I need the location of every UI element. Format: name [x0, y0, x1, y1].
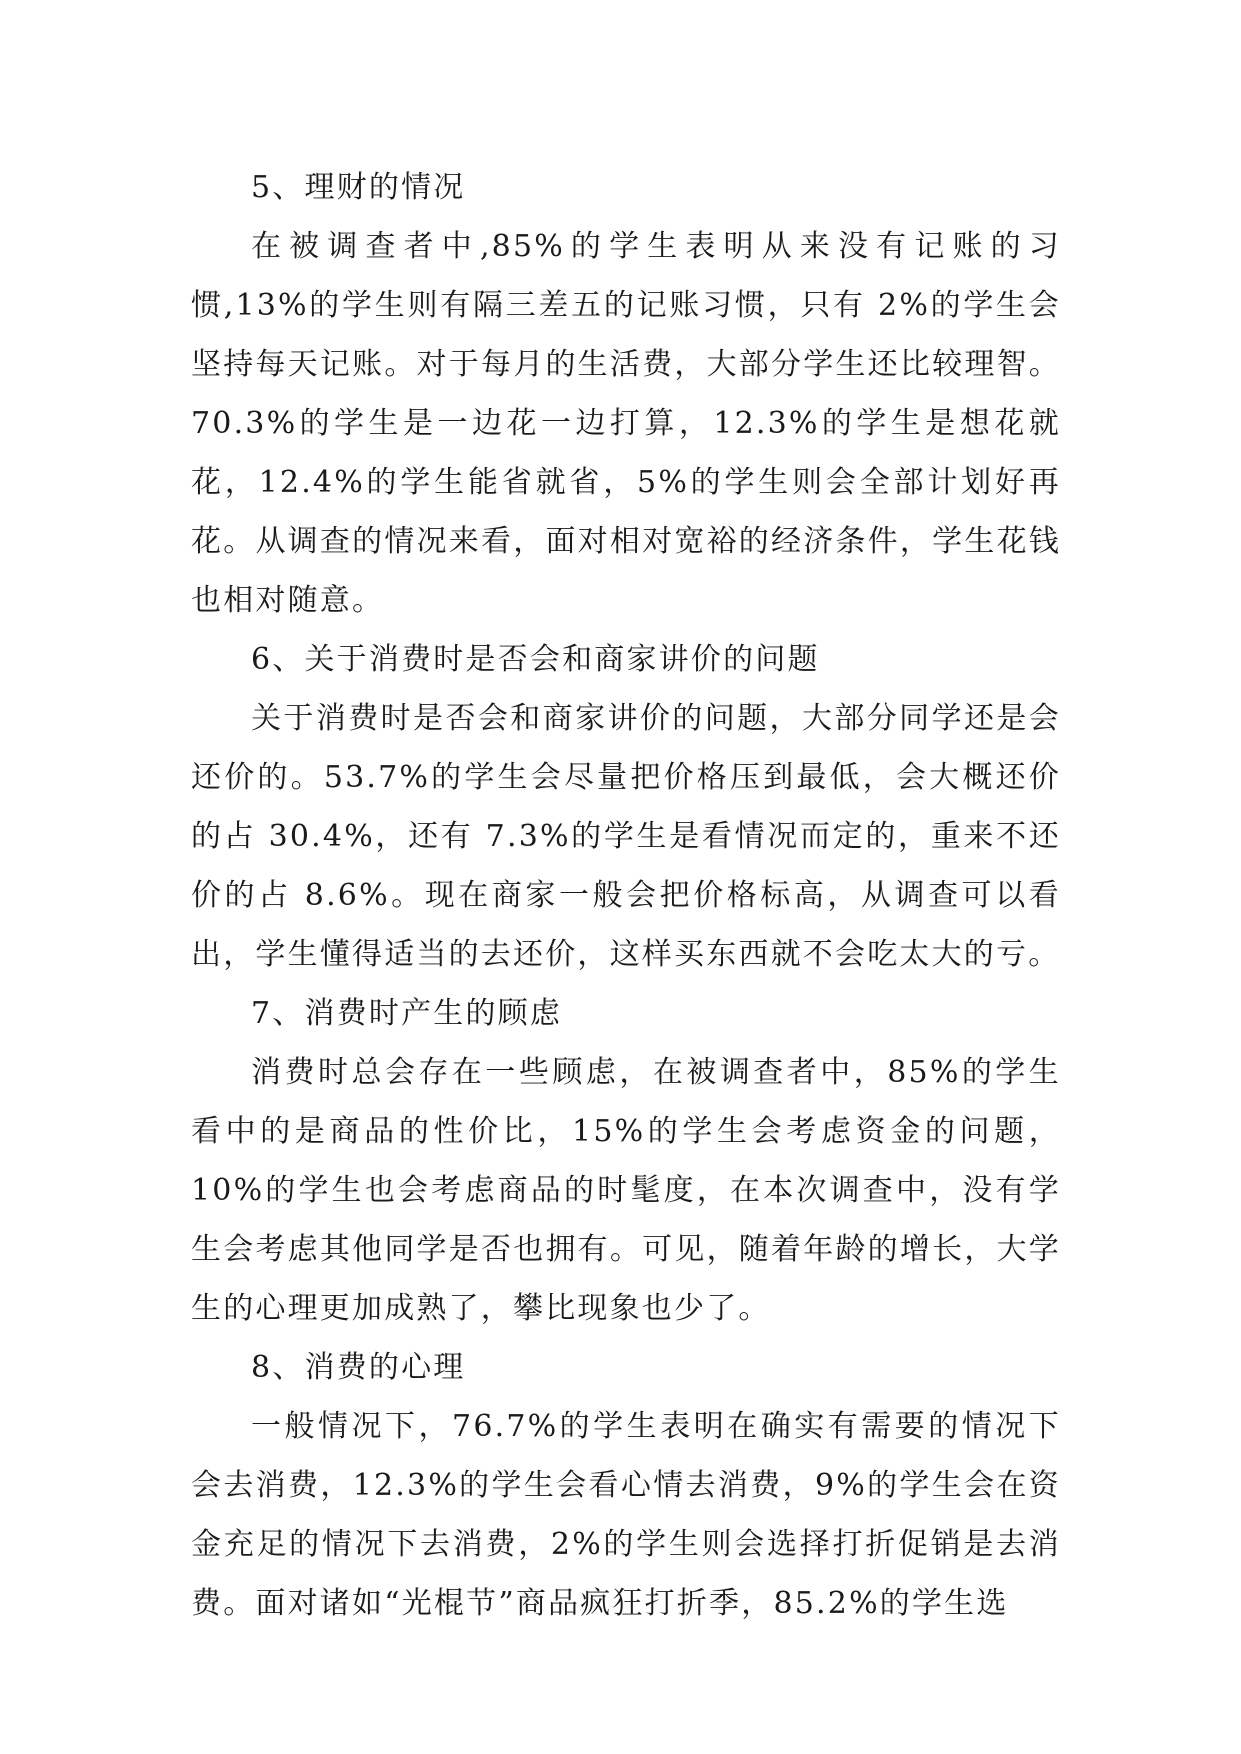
section-paragraph: 在被调查者中,85%的学生表明从来没有记账的习惯,13%的学生则有隔三差五的记账习惯，只有 2%的学生会坚持每天记账。对于每月的生活费，大部分学生还比较理智。70.3%的学生是一边花一边打算，12.3%的学生是想花就花，12.4%的学生能省就省，5%的学生则会全部计划好再花。从调查的情况来看，面对相对宽裕的经济条件，学生花钱也相对随意。 [191, 229, 1061, 618]
section-paragraph: 关于消费时是否会和商家讲价的问题，大部分同学还是会还价的。53.7%的学生会尽量把价格压到最低，会大概还价的占 30.4%，还有 7.3%的学生是看情况而定的，重来不还价的占 8.6%。现在商家一般会把价格标高，从调查可以看出，学生懂得适当的去还价，这样买东西就不会吃太大的亏。 [191, 701, 1061, 972]
section-paragraph: 一般情况下，76.7%的学生表明在确实有需要的情况下会去消费，12.3%的学生会看心情去消费，9%的学生会在资金充足的情况下去消费，2%的学生则会选择打折促销是去消费。面对诸如“光棍节”商品疯狂打折季，85.2%的学生选 [191, 1409, 1061, 1621]
section-heading: 7、消费时产生的顾虑 [251, 996, 563, 1031]
section-consumption-concerns [191, 984, 1061, 1338]
section-heading: 6、关于消费时是否会和商家讲价的问题 [251, 642, 820, 677]
section-paragraph: 消费时总会存在一些顾虑，在被调查者中，85%的学生看中的是商品的性价比，15%的学生会考虑资金的问题，10%的学生也会考虑商品的时髦度，在本次调查中，没有学生会考虑其他同学是否也拥有。可见，随着年龄的增长，大学生的心理更加成熟了，攀比现象也少了。 [191, 1055, 1061, 1326]
section-bargaining [191, 630, 1061, 984]
section-consumption-psychology [191, 1338, 1061, 1633]
section-heading: 5、理财的情况 [251, 170, 466, 205]
section-heading: 8、消费的心理 [251, 1350, 466, 1385]
document-page [191, 158, 1061, 1633]
section-wealth-management [191, 158, 1061, 630]
